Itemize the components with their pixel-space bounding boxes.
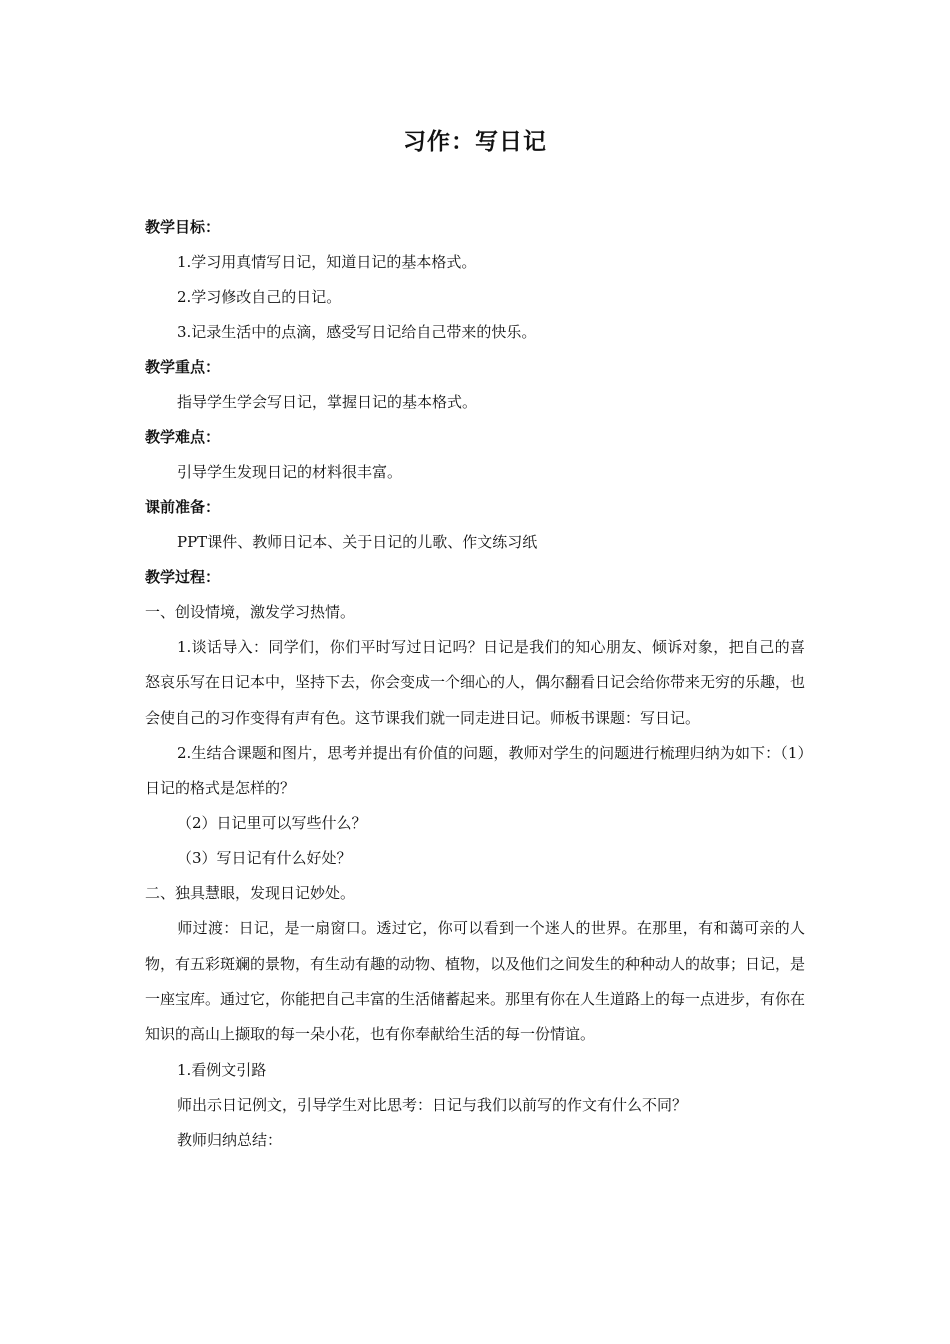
part1-paragraph-2-text: 2.生结合课题和图片，思考并提出有价值的问题，教师对学生的问题进行梳理归纳为如下：（1）日记的格式是怎样的？ <box>145 743 805 798</box>
part2-paragraph-1-text: 师过渡：日记，是一扇窗口。透过它，你可以看到一个迷人的世界。在那里，有和蔼可亲的人物，有五彩斑斓的景物，有生动有趣的动物、植物，以及他们之间发生的种种动人的故事；日记，是一座宝库。通过它，你能把自己丰富的生活储蓄起来。那里有你在人生道路上的每一点进步，有你在知识的高山上撷取的每一朵小花，也有你奉献给生活的每一份情谊。 <box>145 919 806 1044</box>
part1-title: 一、创设情境，激发学习热情。 <box>145 603 356 621</box>
goals-heading: 教学目标： <box>145 218 221 236</box>
part1-paragraph-1-text: 1.谈话导入：同学们，你们平时写过日记吗？日记是我们的知心朋友、倾诉对象，把自己的喜怒哀乐写在日记本中，坚持下去，你会变成一个细心的人，偶尔翻看日记会给你带来无穷的乐趣，也会使自己的习作变得有声有色。这节课我们就一同走进日记。师板书课题：写日记。 <box>145 638 806 727</box>
part2-step-1: 1.看例文引路 <box>177 1060 267 1079</box>
part2-summary: 教师归纳总结： <box>177 1130 283 1149</box>
part2-paragraph-1 <box>145 911 805 1052</box>
part2-title: 二、独具慧眼，发现日记妙处。 <box>145 884 356 903</box>
part2-step-1-text: 师出示日记例文，引导学生对比思考：日记与我们以前写的作文有什么不同？ <box>177 1095 688 1114</box>
document-title: 习作：写日记 <box>403 129 547 155</box>
goal-item-1: 1.学习用真情写日记，知道日记的基本格式。 <box>177 253 477 271</box>
preparation-heading: 课前准备： <box>145 498 221 516</box>
key-points-heading: 教学重点： <box>145 358 221 376</box>
preparation-text: PPT课件、教师日记本、关于日记的儿歌、作文练习纸 <box>177 533 538 551</box>
part1-question-2: （2）日记里可以写些什么？ <box>177 814 367 833</box>
process-heading: 教学过程： <box>145 568 221 586</box>
key-points-text: 指导学生学会写日记，掌握日记的基本格式。 <box>177 393 478 411</box>
part1-question-3: （3）写日记有什么好处？ <box>177 849 352 868</box>
part1-paragraph-1 <box>145 630 805 736</box>
part1-paragraph-2 <box>145 736 805 807</box>
goal-item-2: 2.学习修改自己的日记。 <box>177 288 342 306</box>
document-body <box>145 210 805 1158</box>
difficulties-heading: 教学难点： <box>145 428 221 446</box>
goal-item-3: 3.记录生活中的点滴，感受写日记给自己带来的快乐。 <box>177 323 537 341</box>
difficulties-text: 引导学生发现日记的材料很丰富。 <box>177 463 403 481</box>
